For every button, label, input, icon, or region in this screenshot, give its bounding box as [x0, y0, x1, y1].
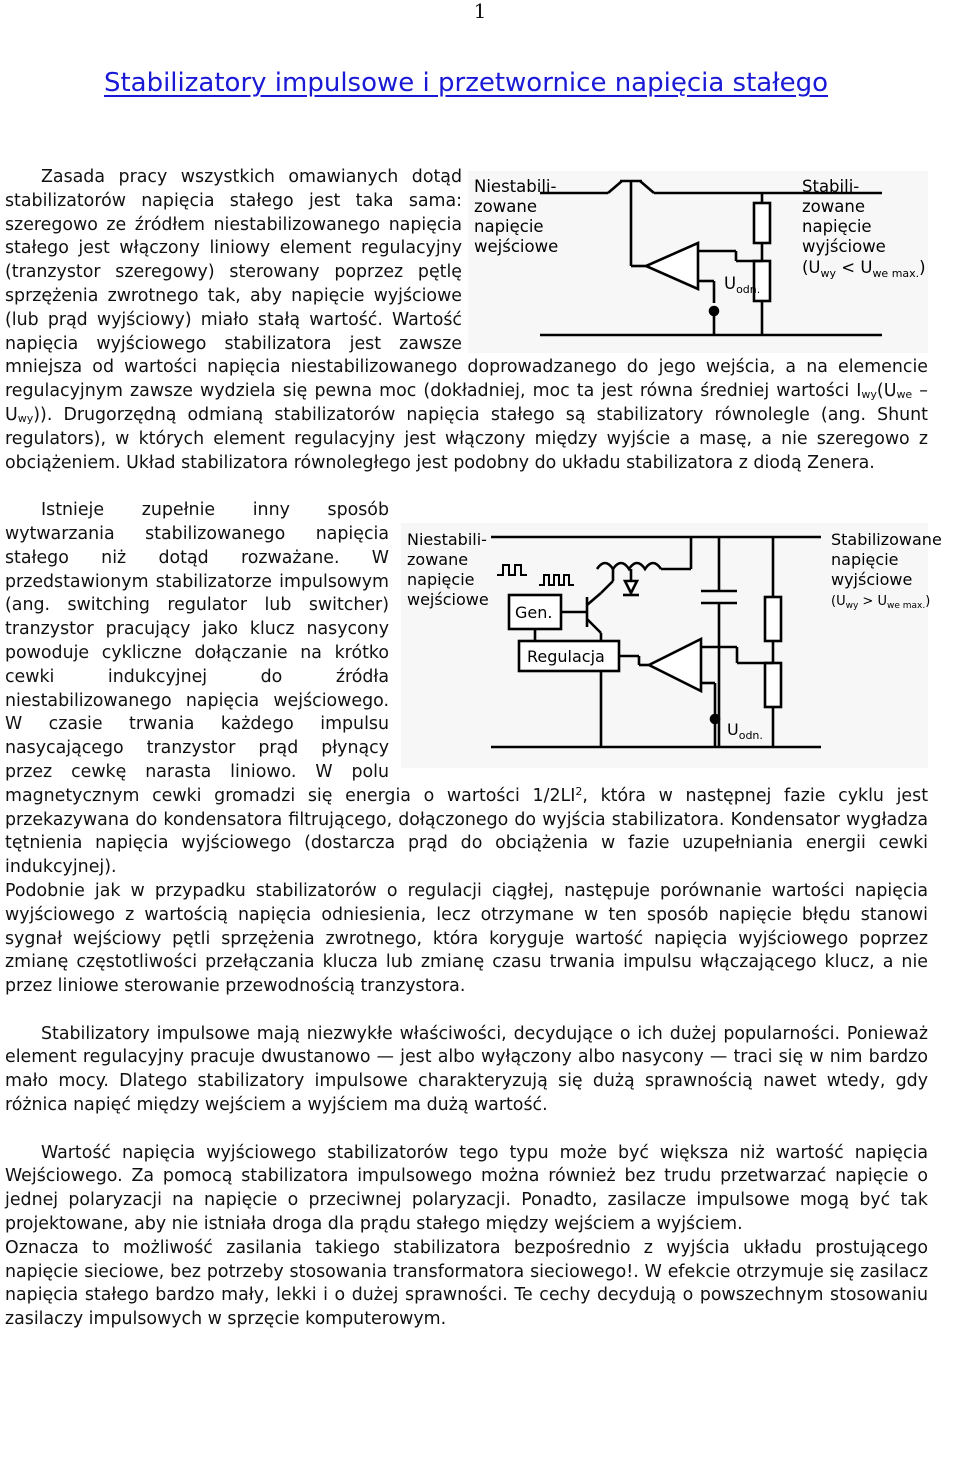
fig2-output-label-3: wyjściowe: [831, 570, 913, 590]
fig2-generator-label: Gen.: [515, 603, 553, 623]
document-title[interactable]: Stabilizatory impulsowe i przetwornice napięcia stałego: [103, 68, 829, 98]
fig2-regulation-label: Regulacja: [527, 647, 605, 667]
fig1-output-label-2: zowane: [802, 197, 865, 216]
fig1-reference-label: $U_{odn.}$: [724, 274, 761, 296]
fig2-input-label-4: wejściowe: [407, 590, 489, 610]
fig1-input-label-4: wejściowe: [474, 237, 559, 256]
fig2-input-label-3: napięcie: [407, 570, 475, 590]
fig1-output-label-3: napięcie: [802, 217, 872, 236]
fig1-input-label-3: napięcie: [474, 217, 544, 236]
paragraph-linear-stabilizers: Niestabili- zowane napięcie wejściowe Stabili- zowane napięcie wyjściowe $(U_{wy} < U_{we max.})$ $U_{odn.}$ Zasada pracy wszystkich omawianych dotąd stabilizatorów napięcia stałego jest taka sama: szeregowo ze źródłem niestabilizowanego napięcia stałego jest włączony liniowy element regulacyjny (tranzystor szeregowy) sterowany poprzez pętlę sprzężenia zwrotnego tak, aby napięcie wyjściowe (lub prąd wyjściowy) miało stałą wartość. Wartość napięcia wyjściowego stabilizatora jest zawsze mniejsza od wartości napięcia niestabilizowanego doprowadzanego do jego wejścia, a na elemencie regulacyjnym zawsze wydziela się pewna moc (dokładniej, moc ta jest równa średniej wartości $I_{wy}(U_{we} - U_{wy})$). Drugorzędną odmianą stabilizatorów napięcia stałego są stabilizatory równolegle (ang. Shunt regulators), w których element regulacyjny jest włączony między wyjście a masę, a nie szeregowo z obciążeniem. Układ stabilizatora równoległego jest podobny do układu stabilizatora z diodą Zenera.: [5, 167, 928, 473]
paragraph-output-voltage: Wartość napięcia wyjściowego stabilizatorów tego typu może być większa niż wartość napięcia Wejściowego. Za pomocą stabilizatora impulsowego można również bez trudu przetwarzać napięcie o jednej polaryzacji na napięcie o przeciwnej polaryzacji. Ponadto, zasilacze impulsowe mogą być tak projektowane, aby nie istniała droga dla prądu stałego między wejściem a wyjściem.: [5, 1142, 928, 1235]
page-number: 1: [473, 0, 487, 23]
fig2-condition-label: $(U_{wy} > U_{we max.})$: [831, 594, 931, 612]
paragraph-mains-supply: Oznacza to możliwość zasilania takiego stabilizatora bezpośrednio z wyjścia układu prostującego napięcie sieciowe, bez potrzeby stosowania transformatora sieciowego!. W efekcie otrzymuje się zasilacz napięcia stałego bardzo mały, lekki i o dużej sprawności. Te cechy decydują o powszechnym stosowaniu zasilaczy impulsowych w sprzęcie komputerowym.: [5, 1237, 928, 1330]
fig2-input-label-2: zowane: [407, 550, 469, 570]
fig1-input-label-1: Niestabili-: [474, 177, 557, 196]
paragraph-properties: Stabilizatory impulsowe mają niezwykłe właściwości, decydujące o ich dużej popularności. Ponieważ element regulacyjny pracuje dwustanowo — jest albo wyłączony albo nasycony — traci się w nim bardzo mało mocy. Dlatego stabilizatory impulsowe charakteryzują się dużą sprawnością nawet wtedy, gdy różnica napięć między wejściem a wyjściem ma dużą wartość.: [5, 1023, 928, 1116]
fig2-input-label-1: Niestabili-: [407, 530, 487, 550]
fig1-condition-label: $(U_{wy} < U_{we max.})$: [802, 258, 926, 280]
switching-regulator-diagram: [401, 523, 942, 768]
fig1-input-label-2: zowane: [474, 197, 537, 216]
document-body: [5, 166, 942, 1332]
fig1-output-label-4: wyjściowe: [802, 237, 886, 256]
fig2-output-label-2: napięcie: [831, 550, 899, 570]
paragraph-switching-regulator: Niestabili- zowane napięcie wejściowe Stabilizowane napięcie wyjściowe $(U_{wy} > U_{we max.})$ Gen. Regulacja $U_{odn.}$ Istnieje zupełnie inny sposób wytwarzania stabilizowanego napięcia stałego niż dotąd rozważane. W przedstawionym stabilizatorze impulsowym (ang. switching regulator lub switcher) tranzystor pracujący jako klucz nasycony powoduje cykliczne dołączanie na krótko cewki indukcyjnej do źródła niestabilizowanego napięcia wejściowego. W czasie trwania każdego impulsu nasycającego tranzystor prąd płynący przez cewkę narasta liniowo. W polu magnetycznym cewki gromadzi się energia o wartości $1/2LI^2$, która w następnej fazie cyklu jest przekazywana do kondensatora filtrującego, dołączonego do wyjścia stabilizatora. Kondensator wygładza tętnienia napięcia wyjściowego (dostarcza prąd do obciążenia w fazie uzupełniania energii cewki indukcyjnej).: [5, 500, 942, 878]
fig2-reference-label: $U_{odn.}$: [727, 720, 763, 743]
paragraph-feedback-control: Podobnie jak w przypadku stabilizatorów o regulacji ciągłej, następuje porównanie wartości napięcia wyjściowego z wartością napięcia odniesienia, lecz otrzymane w ten sposób napięcie błędu stanowi sygnał wejściowy pętli sprzężenia zwrotnego, która koryguje wartość napięcia wyjściowego poprzez zmianę częstotliwości przełączania klucza lub zmianę czasu trwania impulsu włączającego klucz, a nie przez liniowe sterowanie przewodnością tranzystora.: [5, 880, 928, 997]
series-regulator-diagram: [468, 171, 928, 353]
fig1-output-label-1: Stabili-: [802, 177, 860, 196]
fig2-output-label-1: Stabilizowane: [831, 530, 942, 550]
